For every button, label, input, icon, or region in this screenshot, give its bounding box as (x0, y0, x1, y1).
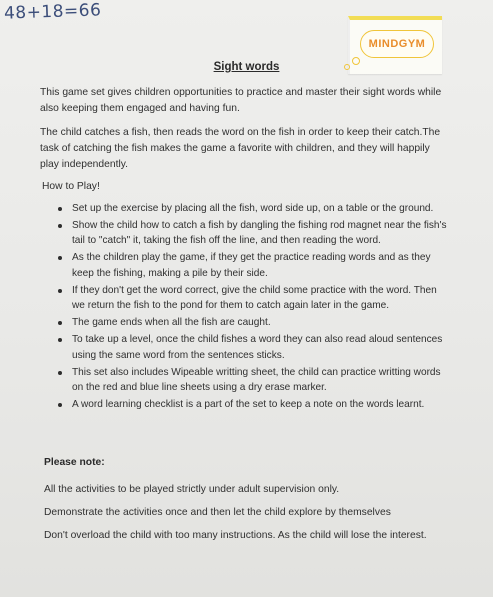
list-item: The game ends when all the fish are caught. (56, 315, 448, 330)
note-heading: Please note: (44, 457, 105, 468)
logo-text: MINDGYM (368, 38, 426, 50)
note-line-2: Demonstrate the activities once and then let the child explore by themselves (44, 507, 391, 518)
list-item: This set also includes Wipeable writting sheet, the child can practice writting words on the red and blue line sheets using a dry erase marker. (56, 365, 448, 396)
list-item: As the children play the game, if they get the practice reading words and as they keep the fishing, making a pile by their side. (56, 250, 448, 281)
intro-paragraph-2: The child catches a fish, then reads the word on the fish in order to keep their catch.The task of catching the fish makes the game a favorite with children, and they will happily play independently. (40, 127, 441, 170)
instructions-list (56, 201, 448, 414)
note-line-1: All the activities to be played strictly under adult supervision only. (44, 484, 340, 495)
list-item: To take up a level, once the child fishes a word they can also read aloud sentences using the same word from the sentences sticks. (56, 332, 448, 363)
page-title: Sight words (213, 61, 280, 73)
note-line-3: Don't overload the child with too many instructions. As the child will lose the interest. (44, 530, 427, 541)
list-item: If they don't get the word correct, give the child some practice with the word. Then we return the fish to the pond for them to catch again later in the game. (56, 283, 448, 314)
handwritten-note: 48+18=66 (3, 0, 102, 24)
intro-paragraph-1: This game set gives children opportunities to practice and master their sight words while also keeping them engaged and having fun. (40, 87, 442, 114)
list-item: Set up the exercise by placing all the fish, word side up, on a table or the ground. (56, 201, 448, 216)
cloud-icon (360, 30, 434, 58)
list-item: A word learning checklist is a part of the set to keep a note on the words learnt. (56, 397, 448, 412)
list-item: Show the child how to catch a fish by dangling the fishing rod magnet near the fish's tail to "catch" it, taking the fish off the line, and then reading the word. (56, 218, 448, 249)
how-to-play-heading: How to Play! (42, 181, 100, 192)
